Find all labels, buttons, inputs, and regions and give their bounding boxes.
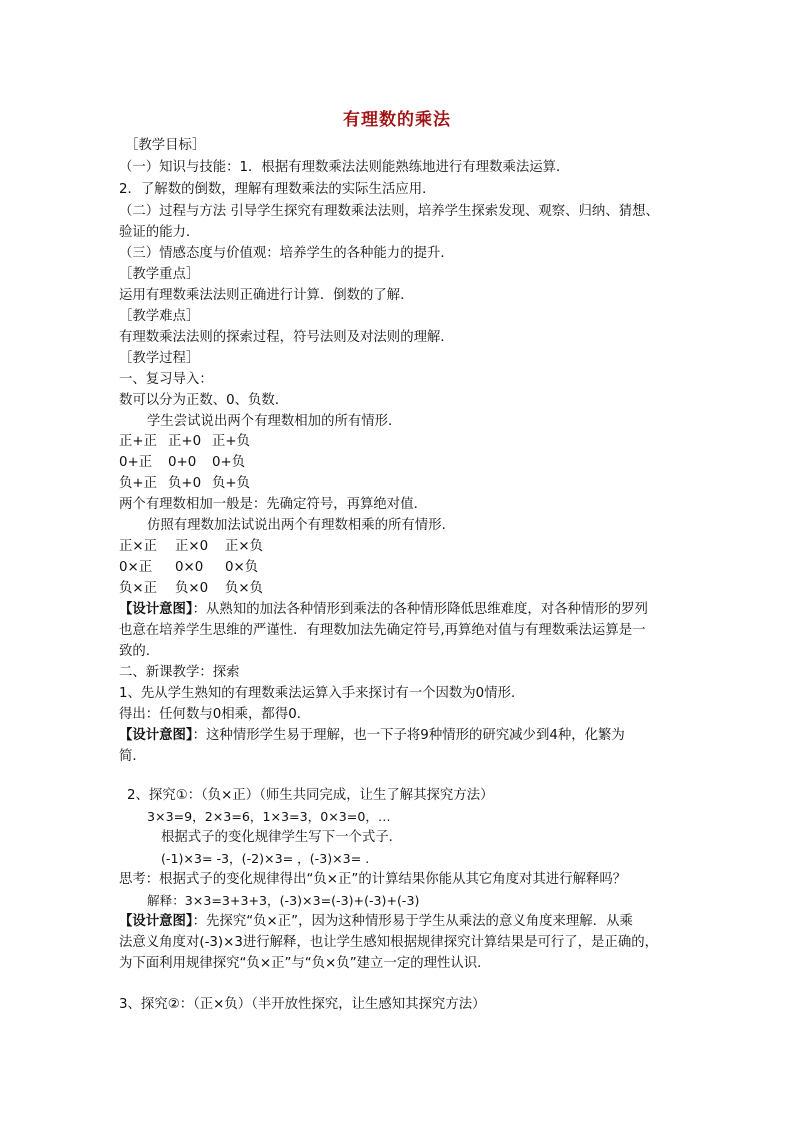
mul-cell: 正×0 [175,539,209,554]
mul-cell: 正×正 [119,539,158,554]
mul-cell: 负×负 [225,581,264,596]
new-lesson-heading: 二、新课教学：探索 [119,665,240,680]
design-intent-label: 【设计意图】 [119,602,193,617]
difficulty-heading: ［教学难点］ [119,309,200,324]
goal-heading: ［教学目标］ [125,138,206,153]
add-cell: 正+正 [119,434,158,449]
review-line-2: 学生尝试说出两个有理数相加的所有情形． [147,414,402,429]
design-intent-1b: 也意在培养学生思维的严谨性．有理数加法先确定符号,再算绝对值与有理数乘法运算是一 [119,623,646,638]
explore-2-heading: 3、探究②：（正×负）（半开放性探究，让生感知其探究方法） [119,997,486,1012]
add-cell: 0+负 [212,455,246,470]
add-cell: 负+负 [212,476,251,491]
new-lesson-1: 1、先从学生熟知的有理数乘法运算入手来探讨有一个因数为0情形． [119,686,525,701]
new-lesson-2: 得出：任何数与0相乘，都得0． [119,707,311,722]
add-cell: 正+0 [168,434,202,449]
add-cell: 0+0 [168,455,197,470]
design-intent-3 [119,913,633,931]
design-intent-text: ：先探究“负×正”，因为这种情形易于学生从乘法的意义角度来理解．从乘 [192,914,633,929]
process-heading: ［教学过程］ [119,351,200,366]
calc-line-2: 根据式子的变化规律学生写下一个式子． [161,830,403,845]
design-intent-1 [119,601,648,619]
difficulty-text: 有理数乘法法则的探索过程，符号法则及对法则的理解． [119,330,454,345]
add-cell: 0+正 [119,455,153,470]
add-cell: 负+正 [119,476,158,491]
explore-1-heading: 2、探究①：（负×正）（师生共同完成，让生了解其探究方法） [127,788,494,803]
mul-cell: 0×0 [175,560,204,575]
design-intent-1c: 致的. [119,644,151,659]
key-heading: ［教学重点］ [119,267,200,282]
design-intent-label: 【设计意图】 [119,914,193,929]
goal-1: （一）知识与技能：1．根据有理数乘法法则能熟练地进行有理数乘法运算． [119,160,570,175]
mul-prompt: 仿照有理数加法试说出两个有理数相乘的所有情形． [147,518,455,533]
design-intent-text: ：这种情形学生易于理解，也一下子将9种情形的研究减少到4种，化繁为 [192,728,625,743]
design-intent-text: ：从熟知的加法各种情形到乘法的各种情形降低思维难度，对各种情形的罗列 [192,602,648,617]
design-intent-label: 【设计意图】 [119,728,193,743]
page-title: 有理数的乘法 [343,110,451,130]
add-summary: 两个有理数相加一般是：先确定符号，再算绝对值． [119,497,427,512]
design-intent-3b: 法意义角度对(-3)×3进行解释，也让学生感知根据规律探究计算结果是可行了，是正确的， [119,935,658,950]
calc-line-3: (-1)×3= -3，(-2)×3= ，(-3)×3= . [161,851,370,866]
key-text: 运用有理数乘法法则正确进行计算．倒数的了解． [119,288,414,303]
add-cell: 正+负 [212,434,251,449]
mul-cell: 负×0 [175,581,209,596]
goal-2: 2．了解数的倒数，理解有理数乘法的实际生活应用． [119,182,436,197]
review-line-1: 数可以分为正数、0、负数． [119,393,289,408]
think-line: 思考：根据式子的变化规律得出“负×正”的计算结果你能从其它角度对其进行解释吗？ [119,872,627,887]
mul-cell: 正×负 [225,539,264,554]
goal-3b: 验证的能力． [119,225,200,240]
design-intent-3c: 为下面利用规律探究“负×正”与“负×负”建立一定的理性认识． [119,956,491,971]
explain-line: 解释：3×3=3+3+3，(-3)×3=(-3)+(-3)+(-3) [147,893,420,908]
design-intent-2 [119,727,625,745]
review-heading: 一、复习导入： [119,372,213,387]
mul-cell: 0×负 [225,560,259,575]
mul-cell: 0×正 [119,560,153,575]
design-intent-2b: 简． [119,749,146,764]
mul-cell: 负×正 [119,581,158,596]
add-cell: 负+0 [168,476,202,491]
goal-3a: （二）过程与方法 引导学生探究有理数乘法法则，培养学生探索发现、观察、归纳、猜想、 [119,204,659,219]
calc-line-1: 3×3=9，2×3=6，1×3=3，0×3=0，… [147,809,391,824]
goal-4: （三）情感态度与价值观：培养学生的各种能力的提升． [119,246,454,261]
